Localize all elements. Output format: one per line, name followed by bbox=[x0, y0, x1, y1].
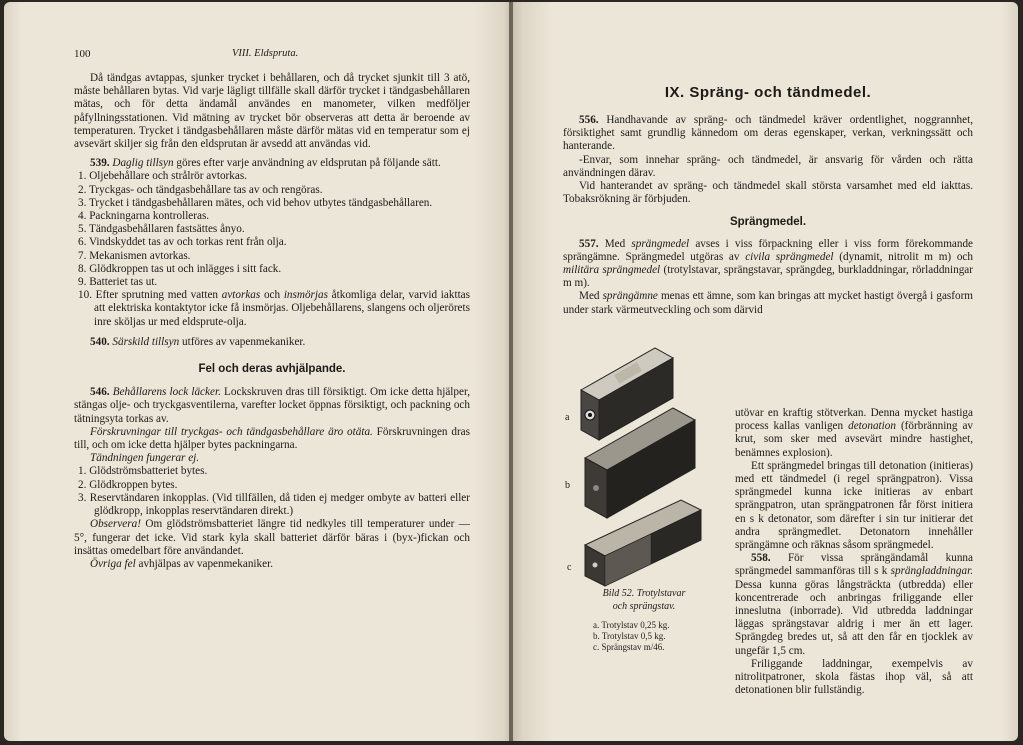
trotyl-sticks-illustration bbox=[563, 340, 725, 590]
caption-line: och sprängstav. bbox=[612, 601, 676, 612]
section-title: Daglig tillsyn bbox=[112, 157, 174, 170]
running-head: VIII. Eldspruta. bbox=[232, 48, 299, 59]
left-page bbox=[4, 2, 510, 741]
section-emphasis: civila sprängmedel bbox=[745, 250, 834, 263]
section-number: 539. bbox=[90, 157, 110, 170]
section-546 bbox=[74, 386, 470, 426]
section-number: 558. bbox=[751, 552, 771, 565]
list-item: 7. Mekanismen avtorkas. bbox=[78, 249, 191, 262]
note-title: Observera! bbox=[90, 518, 141, 531]
figure-label-b: b bbox=[565, 480, 570, 491]
section-text: Handhavande av spräng- och tändmedel kräver ordentlighet, noggrannhet, försiktighet samt grundlig kännedom om deras egenskaper, verkan, verkningssätt och hanterande. bbox=[563, 114, 974, 153]
right-body-wrap bbox=[735, 407, 973, 697]
section-text: Dessa kunna göras långsträckta (utbredda) eller koncentrerade och anbringas friliggande eller inneslutna (inborrade). Vid utbredda laddningar läggas sprängstavar aldrig i mer än ett lager. Sprängdeg bredes ut, så att den får en tjocklek av ungefär 1,5 cm. bbox=[735, 578, 973, 657]
legend-item: c. Sprängstav m/46. bbox=[593, 642, 665, 652]
section-number: 557. bbox=[579, 237, 599, 250]
item-text: åtkomliga delar, varvid iakttas att elektriska kontaktytor icke få insmörjas. Oljebehållarens, slangens och oljerörets inre sköljas ur med eldsprute-olja. bbox=[94, 289, 470, 328]
section-text: (dynamit, nitrolit m m) och bbox=[839, 250, 973, 263]
section-title: Behållarens lock läcker. bbox=[112, 386, 221, 399]
right-page bbox=[513, 2, 1018, 741]
fault-ignition-title: Tändningen fungerar ej. bbox=[90, 452, 200, 465]
section-558 bbox=[735, 552, 973, 658]
para-text: menas ett ämne, som kan bringas att mycket hastigt övergå i gasform under stark värmeutveckling och som därvid bbox=[563, 290, 974, 316]
other-faults bbox=[74, 558, 470, 571]
para-emphasis: sprängämne bbox=[602, 290, 658, 303]
note-title: Övriga fel bbox=[90, 557, 136, 570]
chapter-title: IX. Spräng- och tändmedel. bbox=[664, 84, 872, 101]
list-item: 1. Glödströmsbatteriet bytes. bbox=[78, 465, 208, 478]
caption-line: Bild 52. Trotylstavar bbox=[602, 588, 686, 599]
initiation-paragraph: Ett sprängmedel bringas till detonation (initieras) med ett tändmedel (i regel sprängpatron). Vissa sprängmedel kunna icke initieras av enbart sprängpatron, utan sprängpatronen får först initiera en s k detonator, som därefter i sin tur initierar det andra sprängmedlet. Detonatorn innehåller sprängämne och räknas såsom sprängmedel. bbox=[735, 459, 973, 552]
list-item: 2. Glödkroppen bytes. bbox=[78, 478, 178, 491]
list-item: 2. Tryckgas- och tändgasbehållare tas av och rengöras. bbox=[78, 183, 323, 196]
responsibility-paragraph: -Envar, som innehar spräng- och tändmedel, är ansvarig för vården och rätta användningen därav. bbox=[563, 153, 973, 179]
section-title: Särskild tillsyn bbox=[112, 335, 180, 348]
item-emphasis: avtorkas bbox=[221, 289, 261, 302]
section-556 bbox=[563, 114, 973, 154]
section-emphasis: militära sprängmedel bbox=[563, 264, 661, 277]
section-heading: Fel och deras avhjälpande. bbox=[198, 363, 346, 376]
observe-note bbox=[74, 518, 470, 558]
ignition-fix-list bbox=[74, 465, 470, 491]
figure-label-c: c bbox=[567, 562, 572, 573]
left-body-text bbox=[74, 72, 470, 571]
note-text: avhjälpas av vapenmekaniker. bbox=[138, 557, 273, 570]
section-text: (trotylstavar, sprängstavar, sprängdeg, burkladdningar, rörladdningar m m). bbox=[563, 264, 973, 290]
daily-care-list bbox=[74, 170, 470, 289]
section-539 bbox=[74, 157, 470, 170]
section-text: avses i viss förpackning eller i viss form förekommande sprängämne. Sprängmedel utgöras av bbox=[563, 237, 974, 263]
section-540 bbox=[74, 336, 470, 349]
note-text: Om glödströmsbatteriet längre tid nedkyles till temperaturer under — 5°, fungerar det icke. Vid stark kyla skall batteriet därför bäras i (byx-)fickan och insättas omedelbart före användandet. bbox=[74, 518, 470, 557]
list-item: 1. Oljebehållare och strålrör avtorkas. bbox=[78, 170, 247, 183]
section-text: För vissa sprängändamål kunna sprängmedel sammanföras till s k bbox=[735, 552, 973, 578]
section-text: utföres av vapenmekaniker. bbox=[182, 335, 306, 348]
para-emphasis: detonation bbox=[848, 420, 896, 433]
figure-legend bbox=[593, 620, 670, 653]
list-item: 8. Glödkroppen tas ut och inlägges i sitt fack. bbox=[78, 262, 282, 275]
legend-item: b. Trotylstav 0,5 kg. bbox=[593, 631, 666, 641]
page-number: 100 bbox=[74, 48, 91, 60]
intro-paragraph: Då tändgas avtappas, sjunker trycket i behållaren, och då trycket sjunkit till 3 atö, måste behållaren bytas. Vid varje lägligt tillfälle skall därför trycket i tändgasbehållaren mätas, och för detta ändamål användes en manometer, vilken medföljer påfyllningsstationen. Vid mätning av trycket bör observeras att detta är beroende av temperaturen. Trycket i tändgasbehållaren måste därför mätas vid en temperatur som ej avsevärt skiljer sig från den eldsprutan är avsedd att användas vid. bbox=[74, 72, 470, 151]
list-item: 3. Trycket i tändgasbehållaren mätes, och vid behov utbytes tändgasbehållaren. bbox=[78, 196, 433, 209]
legend-item: a. Trotylstav 0,25 kg. bbox=[593, 620, 670, 630]
fault-title: Förskruvningar till tryckgas- och tändgasbehållare äro otäta. bbox=[90, 425, 373, 438]
section-text: göres efter varje användning av eldsprutan på följande sätt. bbox=[176, 157, 441, 170]
fault-text: Förskruvningen dras till, och om icke detta hjälper bytes packningarna. bbox=[74, 425, 470, 452]
care-paragraph: Vid hanterandet av spräng- och tändmedel skall största varsamhet med eld iakttas. Tobaksrökning är förbjuden. bbox=[563, 180, 973, 206]
section-number: 546. bbox=[90, 386, 110, 399]
explosive-definition bbox=[563, 290, 973, 316]
right-body-top bbox=[563, 114, 973, 317]
free-charges-paragraph: Friliggande laddningar, exempelvis av nitrolitpatroner, skola fästas ihop väl, så att detonationen blir fullständig. bbox=[735, 657, 973, 697]
section-heading: Sprängmedel. bbox=[729, 216, 807, 229]
list-item: 9. Batteriet tas ut. bbox=[78, 276, 158, 289]
book-spread bbox=[4, 2, 1018, 741]
section-number: 540. bbox=[90, 335, 110, 348]
list-item: 4. Packningarna kontrolleras. bbox=[78, 210, 210, 223]
list-item-10 bbox=[74, 289, 470, 329]
item-text: 10. Efter sprutning med vatten bbox=[78, 289, 219, 302]
section-emphasis: sprängmedel bbox=[631, 237, 690, 250]
para-text: Med bbox=[579, 290, 600, 303]
figure-caption bbox=[563, 587, 725, 613]
list-item: 5. Tändgasbehållaren fastsättes ånyo. bbox=[78, 223, 245, 236]
figure-label-a: a bbox=[565, 412, 570, 423]
para-text: utövar en kraftig stötverkan. Denna mycket hastiga process kallas vanligen bbox=[735, 407, 973, 433]
section-text: Med bbox=[604, 237, 626, 250]
section-emphasis: sprängladdningar. bbox=[890, 565, 973, 578]
fault-fittings bbox=[74, 426, 470, 452]
fault-ignition-item-3: 3. Reservtändaren inkopplas. (Vid tillfällen, då tiden ej medger ombyte av batteri eller glödkropp, inkopplas reservtändaren direkt.) bbox=[78, 491, 470, 518]
detonation-paragraph bbox=[735, 407, 973, 460]
section-number: 556. bbox=[579, 114, 599, 126]
para-text: (förbränning av krut, som sker med avsevärt mindre hastighet, benämnes explosion). bbox=[735, 420, 974, 459]
section-text: Lockskruven dras till försiktigt. Om icke detta hjälper, stängas olje- och tryckgasventilerna, varefter locket öppnas försiktigt, och packning och tätningsyta torkas av. bbox=[74, 386, 471, 425]
item-text: och bbox=[263, 289, 281, 302]
list-item: 6. Vindskyddet tas av och torkas rent från olja. bbox=[78, 236, 287, 249]
item-emphasis: insmörjas bbox=[283, 289, 328, 302]
section-557 bbox=[563, 238, 973, 291]
